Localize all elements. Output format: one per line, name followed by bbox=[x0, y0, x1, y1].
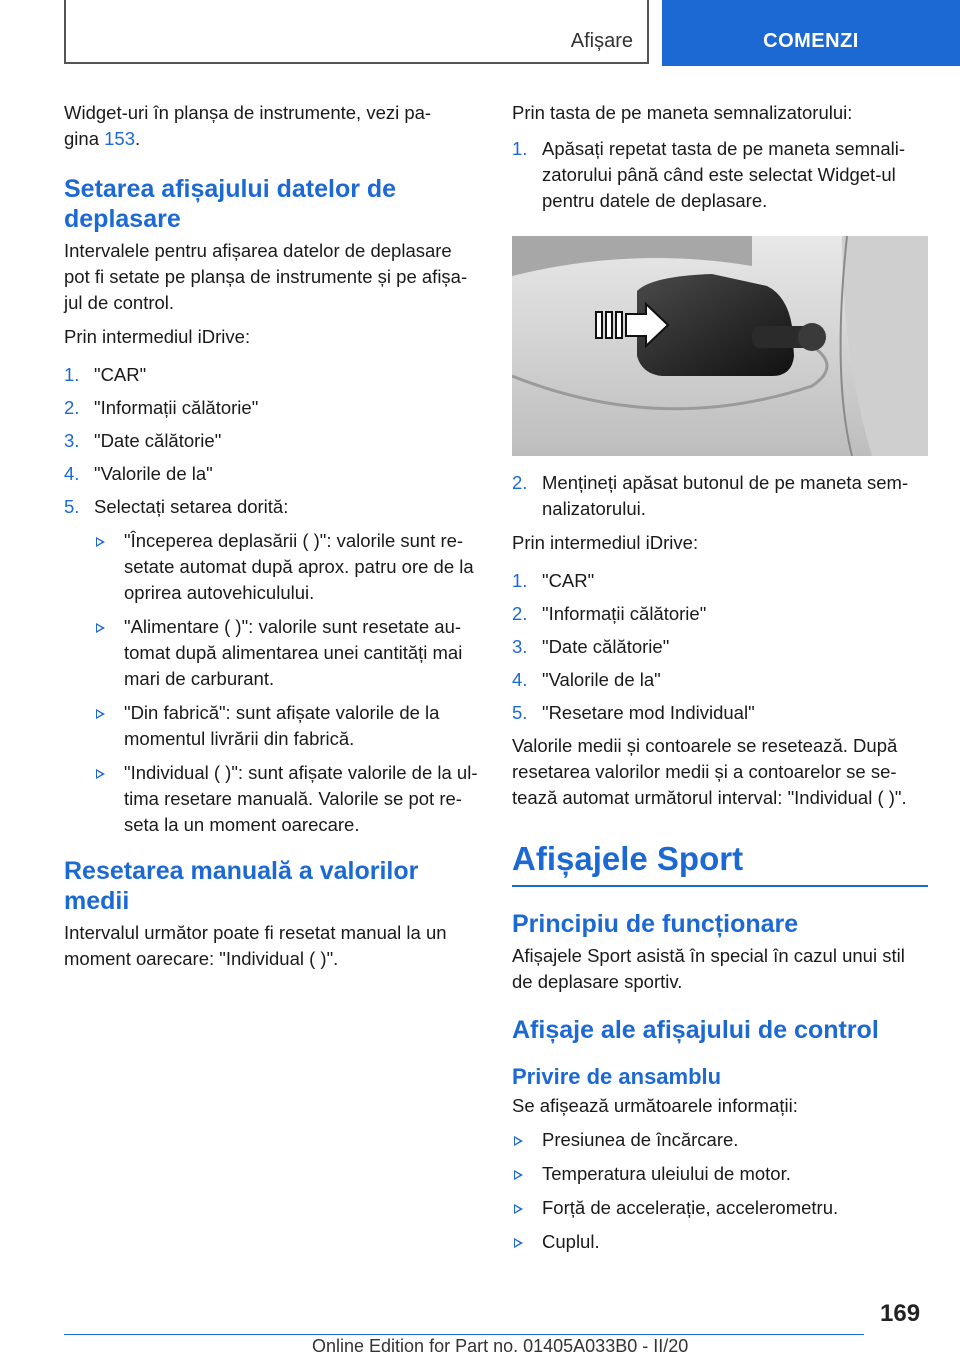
heading-principle: Principiu de funcționare bbox=[512, 910, 799, 938]
step-item bbox=[512, 634, 928, 660]
overview-paragraph: Se afișează următoarele informații: bbox=[512, 1095, 798, 1116]
button-steps bbox=[512, 136, 928, 214]
info-item bbox=[512, 1195, 928, 1221]
info-text: Cuplul. bbox=[542, 1231, 600, 1252]
step-item bbox=[512, 136, 928, 214]
page-link[interactable]: 153 bbox=[104, 128, 135, 149]
heading-sport-displays: Afișajele Sport bbox=[512, 839, 928, 887]
step-item bbox=[512, 601, 928, 627]
heading-manual-reset: Resetarea manuală a valorilor medii bbox=[64, 857, 419, 915]
step-number: 1. bbox=[512, 138, 528, 159]
step-text: "Informații călătorie" bbox=[542, 603, 707, 624]
step-text: "Informații călătorie" bbox=[94, 397, 259, 418]
triangle-bullet-icon bbox=[514, 1204, 523, 1214]
step-text: "CAR" bbox=[94, 364, 147, 385]
header-tab-comenzi[interactable] bbox=[662, 0, 960, 66]
heading-overview: Privire de ansamblu bbox=[512, 1064, 722, 1089]
step-number: 2. bbox=[512, 472, 528, 493]
triangle-bullet-icon bbox=[96, 537, 105, 547]
step-text: Selectați setarea dorită: bbox=[94, 496, 289, 517]
step-number: 1. bbox=[64, 364, 80, 385]
option-text: "Din fabrică": sunt afișate valorile de la momentul livrării din fabrică. bbox=[124, 702, 440, 749]
option-item bbox=[94, 760, 478, 838]
option-item bbox=[94, 614, 478, 692]
step-number: 2. bbox=[64, 397, 80, 418]
principle-paragraph: Afișajele Sport asistă în special în cazul unui stil de deplasare sportiv. bbox=[512, 945, 905, 992]
step-number: 3. bbox=[512, 636, 528, 657]
option-text: "Alimentare ( )": valorile sunt resetate au-tomat după alimentarea unei cantități mai mari de carburant. bbox=[124, 616, 463, 689]
trip-paragraph: Intervalele pentru afișarea datelor de deplasare pot fi setate pe planșa de instrumente și pe afișa-jul de control. bbox=[64, 240, 468, 313]
step-text: "Date călătorie" bbox=[542, 636, 670, 657]
step-number: 5. bbox=[64, 496, 80, 517]
footer-edition: Online Edition for Part no. 01405A033B0 - II/20 bbox=[312, 1336, 689, 1356]
step-text: "Valorile de la" bbox=[94, 463, 213, 484]
step-number: 5. bbox=[512, 702, 528, 723]
step-item bbox=[512, 667, 928, 693]
step-number: 3. bbox=[64, 430, 80, 451]
intro-text: Widget-uri în planșa de instrumente, vezi pa- gina bbox=[64, 102, 432, 149]
step-number: 1. bbox=[512, 570, 528, 591]
page-number: 169 bbox=[880, 1300, 921, 1327]
header-section-title: Afișare bbox=[570, 30, 633, 52]
triangle-bullet-icon bbox=[96, 709, 105, 719]
step-text: "Valorile de la" bbox=[542, 669, 661, 690]
options-list bbox=[94, 528, 478, 838]
reset-paragraph: Intervalul următor poate fi resetat manual la un moment oarecare: "Individual ( )". bbox=[64, 922, 447, 969]
idrive-paragraph: Prin intermediul iDrive: bbox=[512, 532, 699, 553]
turn-signal-lever-illustration bbox=[512, 236, 928, 456]
step-text: "Resetare mod Individual" bbox=[542, 702, 755, 723]
info-item bbox=[512, 1161, 928, 1187]
step-number: 2. bbox=[512, 603, 528, 624]
step-item bbox=[64, 362, 478, 388]
left-column bbox=[64, 100, 478, 978]
step-item bbox=[512, 568, 928, 594]
step-text: Mențineți apăsat butonul de pe maneta sem-nalizatorului. bbox=[542, 472, 909, 519]
triangle-bullet-icon bbox=[514, 1170, 523, 1180]
turn-signal-lever-image bbox=[512, 236, 928, 456]
step-item bbox=[512, 700, 928, 726]
heading-trip-display: Setarea afișajului datelor de deplasare bbox=[64, 175, 397, 233]
info-text: Temperatura uleiului de motor. bbox=[542, 1163, 791, 1184]
idrive-steps bbox=[64, 362, 478, 838]
button-steps-continued bbox=[512, 470, 928, 522]
step-text: "CAR" bbox=[542, 570, 595, 591]
idrive-paragraph: Prin intermediul iDrive: bbox=[64, 326, 251, 347]
triangle-bullet-icon bbox=[96, 623, 105, 633]
button-paragraph: Prin tasta de pe maneta semnalizatorului: bbox=[512, 102, 853, 123]
step-item bbox=[64, 428, 478, 454]
option-text: "Individual ( )": sunt afișate valorile de la ul-tima resetare manuală. Valorile se pot re-seta la un moment oarecare. bbox=[124, 762, 478, 835]
header-frame bbox=[64, 0, 649, 64]
step-item bbox=[64, 494, 478, 838]
intro-paragraph bbox=[64, 100, 478, 152]
step-number: 4. bbox=[512, 669, 528, 690]
right-column bbox=[512, 100, 928, 1263]
reset-steps bbox=[512, 568, 928, 726]
triangle-bullet-icon bbox=[514, 1136, 523, 1146]
option-item bbox=[94, 528, 478, 606]
info-text: Forță de accelerație, accelerometru. bbox=[542, 1197, 839, 1218]
header-tab-label: COMENZI bbox=[763, 30, 859, 52]
info-list bbox=[512, 1127, 928, 1255]
option-text: "Începerea deplasării ( )": valorile sunt re-setate automat după aprox. patru ore de la oprirea autovehiculului. bbox=[124, 530, 474, 603]
step-text: Apăsați repetat tasta de pe maneta semnali-zatorului până când este selectat Widget-ul pentru datele de deplasare. bbox=[542, 138, 906, 211]
step-number: 4. bbox=[64, 463, 80, 484]
step-text: "Date călătorie" bbox=[94, 430, 222, 451]
info-text: Presiunea de încărcare. bbox=[542, 1129, 739, 1150]
intro-end: . bbox=[135, 128, 141, 149]
step-item bbox=[512, 470, 928, 522]
info-item bbox=[512, 1127, 928, 1153]
info-item bbox=[512, 1229, 928, 1255]
step-item bbox=[64, 461, 478, 487]
triangle-bullet-icon bbox=[96, 769, 105, 779]
triangle-bullet-icon bbox=[514, 1238, 523, 1248]
footer-rule bbox=[64, 1334, 864, 1335]
result-paragraph: Valorile medii și contoarele se resetează. După resetarea valorilor medii și a contoarelor se se-tează automat următorul interval: "Individual ( )". bbox=[512, 735, 907, 808]
heading-control-display: Afișaje ale afișajului de control bbox=[512, 1016, 879, 1044]
option-item bbox=[94, 700, 478, 752]
step-item bbox=[64, 395, 478, 421]
